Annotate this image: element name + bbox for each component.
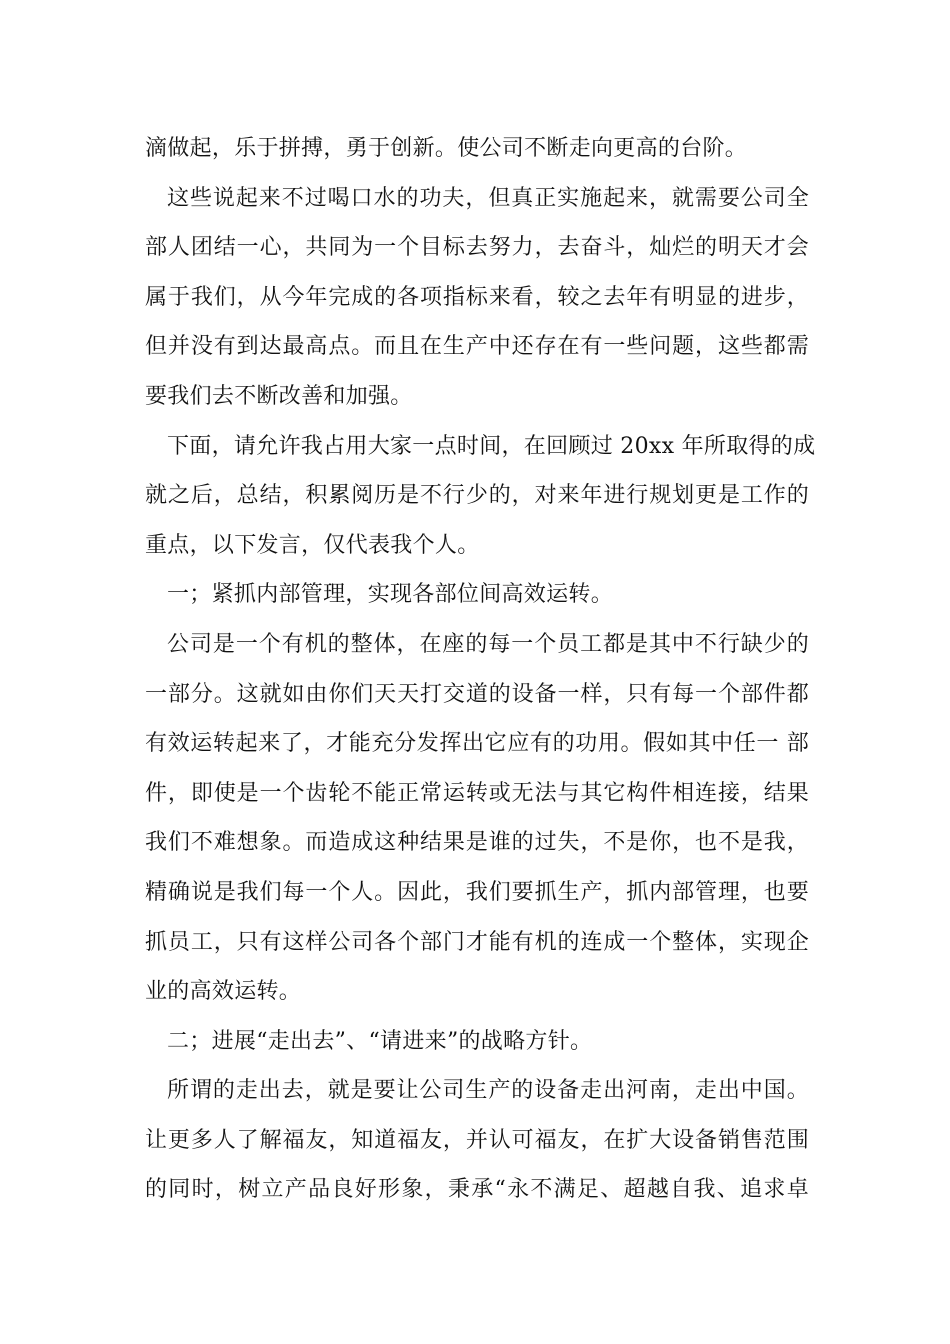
section-heading-2: 二；进展“走出去”、“请进来”的战略方针。 [167,1028,593,1054]
text-line: 的同时，树立产品良好形象，秉承“永不满足、超越自我、追求卓 [145,1177,809,1203]
paragraph-start-line: 公司是一个有机的整体，在座的每一个员工都是其中不行缺少的 [167,631,809,657]
text-line: 重点，以下发言，仅代表我个人。 [145,532,480,558]
text-line: 就之后，总结，积累阅历是不行少的，对来年进行规划更是工作的 [145,483,809,509]
text-line: 部人团结一心，共同为一个目标去努力，去奋斗，灿烂的明天才会 [145,235,809,261]
text-line: 精确说是我们每一个人。因此，我们要抓生产，抓内部管理，也要 [145,879,809,905]
text-line: 要我们去不断改善和加强。 [145,383,413,409]
text-line: 但并没有到达最高点。而且在生产中还存在有一些问题，这些都需 [145,334,809,360]
text-line: 有效运转起来了，才能充分发挥出它应有的功用。假如其中任一 部 [145,731,809,757]
text-line: 一部分。这就如由你们天天打交道的设备一样，只有每一个部件都 [145,681,809,707]
text-line: 件，即使是一个齿轮不能正常运转或无法与其它构件相连接，结果 [145,780,809,806]
text-line: 让更多人了解福友，知道福友，并认可福友，在扩大设备销售范围 [145,1127,809,1153]
document-body [145,124,816,1215]
paragraph-start-line: 下面，请允许我占用大家一点时间，在回顾过 20xx 年所取得的成 [167,433,816,459]
paragraph-start-line: 这些说起来不过喝口水的功夫，但真正实施起来，就需要公司全 [167,185,809,211]
text-line: 属于我们，从今年完成的各项指标来看，较之去年有明显的进步， [145,284,809,310]
text-line: 我们不难想象。而造成这种结果是谁的过失，不是你，也不是我， [145,830,809,856]
text-line: 抓员工，只有这样公司各个部门才能有机的连成一个整体，实现企 [145,929,809,955]
paragraph-start-line: 所谓的走出去，就是要让公司生产的设备走出河南，走出中国。 [167,1078,809,1104]
section-heading-1: 一；紧抓内部管理，实现各部位间高效运转。 [167,582,614,608]
text-line: 滴做起，乐于拼搏，勇于创新。使公司不断走向更高的台阶。 [145,136,748,161]
text-line: 业的高效运转。 [145,979,302,1005]
